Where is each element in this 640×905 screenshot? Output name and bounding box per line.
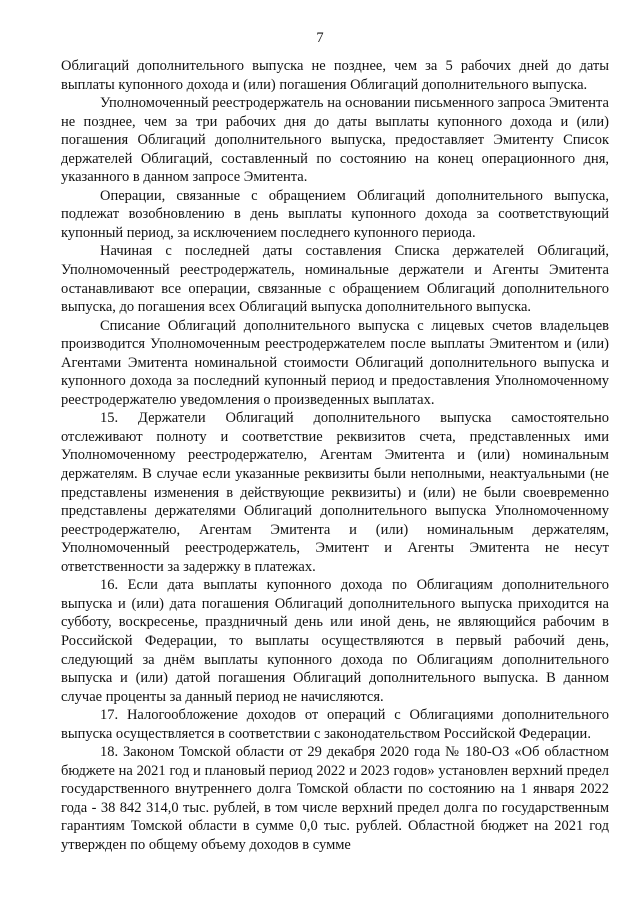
- paragraph-registrar-list: Уполномоченный реестродержатель на основании письменного запроса Эмитента не позднее, чем за три рабочих дня до даты выплаты купонного дохода и (или) погашения Облигаций дополнительного выпуска, предоставляет Эмитенту Список держателей Облигаций, составленный по состоянию на конец операционного дня, указанного в данном запросе Эмитента.: [61, 95, 609, 186]
- paragraph-write-off: Списание Облигаций дополнительного выпуска с лицевых счетов владельцев производится Уполномоченным реестродержателем после выплаты Эмитентом и (или) Агентами Эмитента номинальной стоимости Облигаций дополнительного выпуска и купонного дохода за последний купонный период и предоставления Уполномоченному реестродержателю уведомления о произведенных выплатах.: [61, 317, 609, 408]
- paragraph-operations-stop: Начиная с последней даты составления Списка держателей Облигаций, Уполномоченный реестродержатель, номинальные держатели и Агенты Эмитента останавливают все операции, связанные с обращением Облигаций дополнительного выпуска, до погашения всех Облигаций выпуска дополнительного выпуска.: [61, 243, 609, 316]
- document-body: [61, 57, 609, 855]
- paragraph-item-15: 15. Держатели Облигаций дополнительного выпуска самостоятельно отслеживают полноту и соответствие реквизитов счета, представленных ими Уполномоченному реестродержателю, Агентам Эмитента и (или) номинальным держателям. В случае если указанные реквизиты были неполными, неактуальными (не представлены изменения в действующие реквизиты) и (или) не были своевременно представлены держателями Облигаций дополнительного выпуска Уполномоченному реестродержателю, Агентам Эмитента и (или) номинальным держателям, Уполномоченный реестродержатель, Эмитент и Агенты Эмитента не несут ответственности за задержку в платежах.: [61, 410, 609, 575]
- paragraph-item-16: 16. Если дата выплаты купонного дохода по Облигациям дополнительного выпуска и (или) дата погашения Облигаций дополнительного выпуска приходится на субботу, воскресенье, праздничный день или иной день, не являющийся рабочим в Российской Федерации, то выплаты осуществляются в первый рабочий день, следующий за днём выплаты купонного дохода по Облигациям дополнительного выпуска и (или) датой погашения Облигаций дополнительного выпуска. В данном случае проценты за данный период не начисляются.: [61, 577, 609, 705]
- paragraph-continuation: Облигаций дополнительного выпуска не позднее, чем за 5 рабочих дней до даты выплаты купонного дохода и (или) погашения Облигаций дополнительного выпуска.: [61, 58, 609, 93]
- paragraph-item-17: 17. Налогообложение доходов от операций с Облигациями дополнительного выпуска осуществляется в соответствии с законодательством Российской Федерации.: [61, 707, 609, 742]
- paragraph-operations-resume: Операции, связанные с обращением Облигаций дополнительного выпуска, подлежат возобновлению в день выплаты купонного дохода за соответствующий купонный период, за исключением последнего купонного периода.: [61, 187, 609, 241]
- paragraph-item-18: 18. Законом Томской области от 29 декабря 2020 года № 180-ОЗ «Об областном бюджете на 2021 год и плановый период 2022 и 2023 годов» установлен верхний предел государственного внутреннего долга Томской области по состоянию на 1 января 2022 года - 38 842 314,0 тыс. рублей, в том числе верхний предел долга по государственным гарантиям Томской области в сумме 0,0 тыс. рублей. Областной бюджет на 2021 год утвержден по общему объему доходов в сумме: [61, 744, 609, 853]
- page-number: 7: [316, 30, 324, 46]
